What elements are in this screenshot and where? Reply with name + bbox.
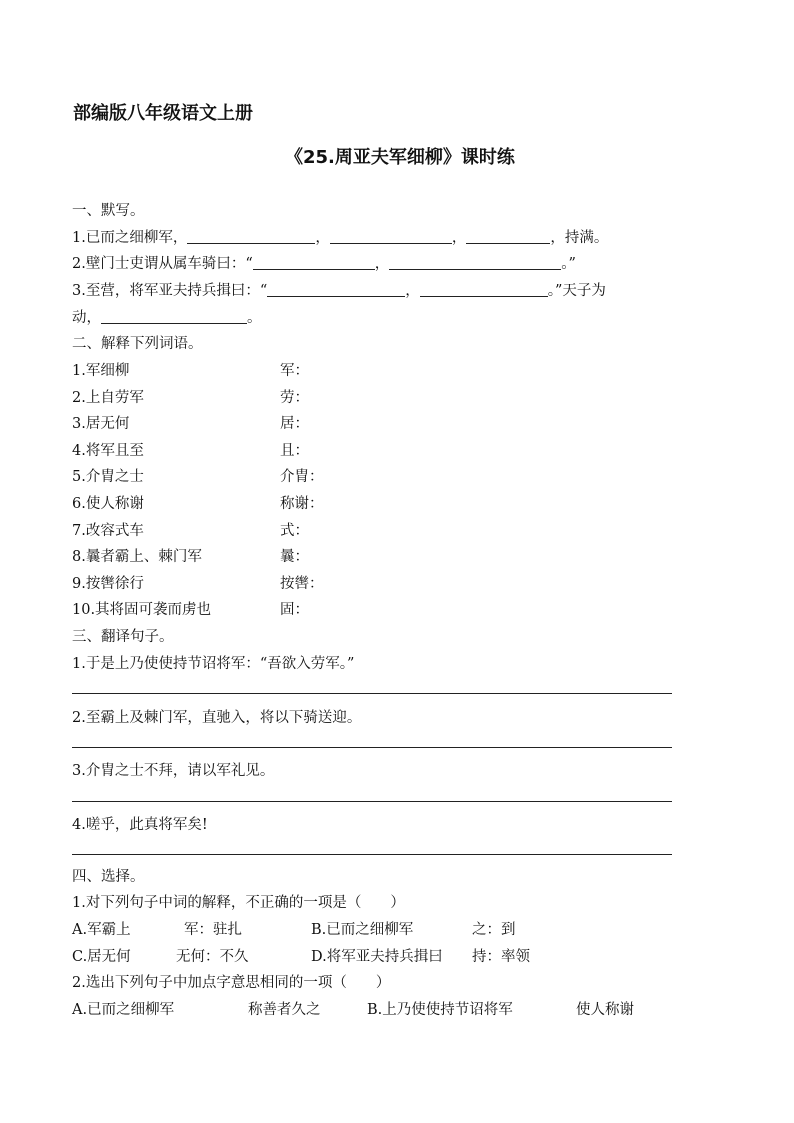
vocab-word: 居：: [280, 416, 309, 432]
question-text: ，: [451, 230, 467, 246]
vocab-phrase: 3.居无何: [72, 416, 130, 432]
question-text: ，: [315, 230, 330, 246]
section-heading: 四、选择。: [72, 869, 145, 885]
question-line: [72, 226, 608, 247]
question-text: 1.已而之细柳军，: [72, 230, 188, 246]
vocab-phrase: 10.其将固可袭而虏也: [72, 602, 212, 618]
question-text: 。”天子为: [547, 283, 606, 299]
answer-line[interactable]: [72, 854, 672, 855]
question-text: ，: [405, 283, 420, 299]
choice-stem: 1.对下列句子中词的解释，不正确的一项是（ ）: [72, 895, 405, 911]
answer-blank[interactable]: [267, 282, 405, 297]
translate-sentence: 3.介胄之士不拜，请以军礼见。: [72, 763, 275, 779]
section-heading: 三、翻译句子。: [72, 629, 174, 645]
answer-blank[interactable]: [389, 255, 561, 270]
vocab-phrase: 1.军细柳: [72, 363, 130, 379]
vocab-word: 式：: [280, 523, 309, 539]
choice-gloss: 持：率领: [472, 949, 530, 965]
choice-option-b: B.上乃使使持节诏将军: [367, 1002, 513, 1018]
answer-line[interactable]: [72, 801, 672, 802]
section-heading: 二、解释下列词语。: [72, 336, 203, 352]
choice-option-b: B.已而之细柳军: [311, 922, 414, 938]
answer-line[interactable]: [72, 693, 672, 694]
choice-option-a: A.军霸上: [72, 922, 131, 938]
vocab-word: 且：: [280, 443, 309, 459]
answer-blank[interactable]: [330, 229, 452, 244]
answer-blank[interactable]: [420, 282, 548, 297]
translate-sentence: 4.嗟乎，此真将军矣!: [72, 817, 208, 833]
question-line: [72, 306, 262, 327]
answer-line[interactable]: [72, 747, 672, 748]
section-heading: 一、默写。: [72, 203, 145, 219]
choice-option-a: A.已而之细柳军: [72, 1002, 175, 1018]
answer-blank[interactable]: [253, 255, 375, 270]
series-title: 部编版八年级语文上册: [73, 103, 253, 124]
translate-sentence: 1.于是上乃使使持节诏将军：“吾欲入劳军。”: [72, 656, 355, 672]
question-text: 3.至营，将军亚夫持兵揖曰：“: [72, 283, 268, 299]
page-title: 《25.周亚夫军细柳》课时练: [285, 147, 515, 168]
translate-sentence: 2.至霸上及棘门军，直驰入，将以下骑送迎。: [72, 710, 362, 726]
vocab-word: 固：: [280, 602, 309, 618]
vocab-word: 按辔：: [280, 576, 324, 592]
choice-option-d: D.将军亚夫持兵揖曰: [311, 949, 443, 965]
question-text: 2.壁门士吏谓从属车骑曰：“: [72, 256, 253, 272]
choice-gloss: 无何：不久: [176, 949, 249, 965]
choice-stem: 2.选出下列句子中加点字意思相同的一项（ ）: [72, 975, 391, 991]
vocab-word: 曩：: [280, 549, 309, 565]
answer-blank[interactable]: [466, 229, 550, 244]
question-text: ，持满。: [550, 230, 609, 246]
vocab-phrase: 5.介胄之士: [72, 469, 144, 485]
answer-blank[interactable]: [101, 309, 247, 324]
choice-option-c: C.居无何: [72, 949, 131, 965]
question-text: ，: [374, 256, 390, 272]
vocab-word: 劳：: [280, 390, 309, 406]
answer-blank[interactable]: [187, 229, 315, 244]
vocab-word: 称谢：: [280, 496, 324, 512]
choice-gloss: 之：到: [472, 922, 516, 938]
question-text: 。: [247, 310, 262, 326]
vocab-phrase: 8.曩者霸上、棘门军: [72, 549, 202, 565]
vocab-phrase: 9.按辔徐行: [72, 576, 144, 592]
choice-gloss: 军：驻扎: [184, 922, 242, 938]
vocab-word: 军：: [280, 363, 309, 379]
question-text: 动，: [72, 310, 101, 326]
vocab-phrase: 6.使人称谢: [72, 496, 144, 512]
vocab-phrase: 4.将军且至: [72, 443, 144, 459]
question-line: [72, 252, 576, 273]
vocab-phrase: 2.上自劳军: [72, 390, 144, 406]
question-line: [72, 279, 606, 300]
vocab-phrase: 7.改容式车: [72, 523, 144, 539]
vocab-word: 介胄：: [280, 469, 324, 485]
question-text: 。”: [561, 256, 576, 272]
choice-compare: 称善者久之: [248, 1002, 321, 1018]
choice-compare: 使人称谢: [576, 1002, 634, 1018]
